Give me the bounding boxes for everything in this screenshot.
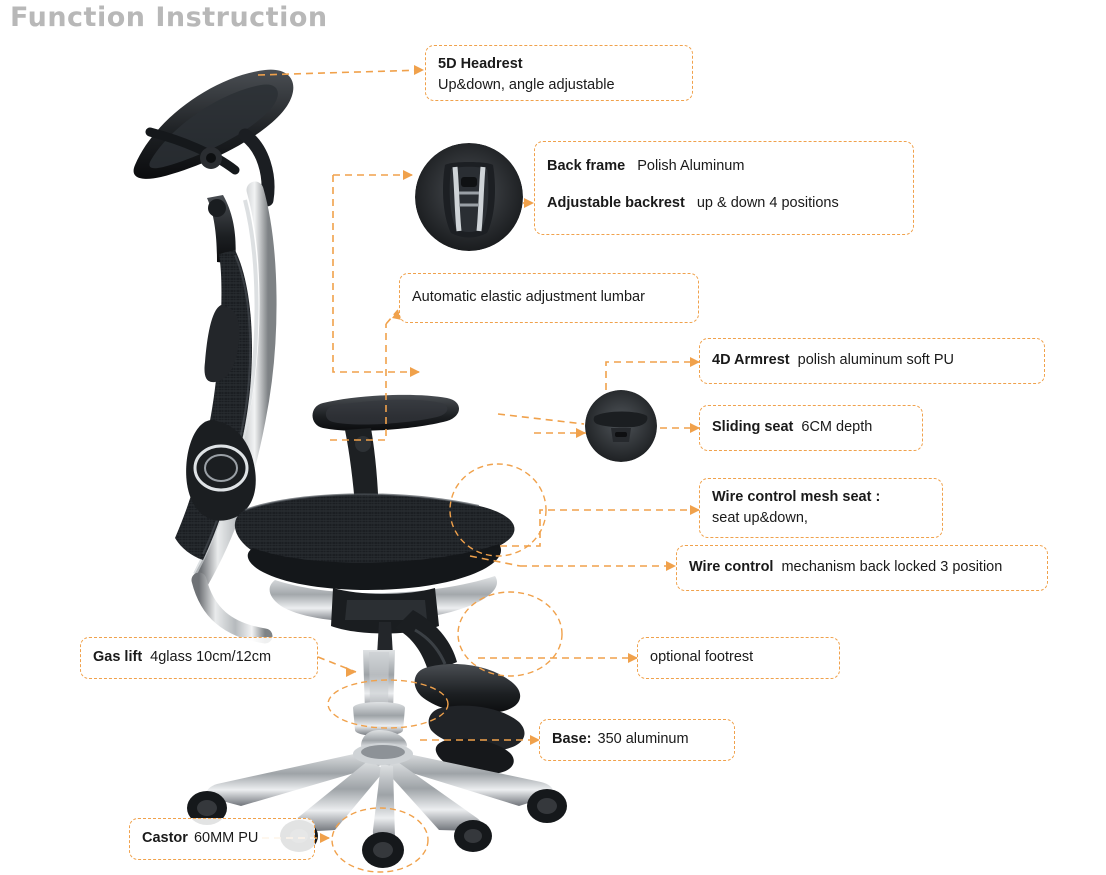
callout-base-value: 350 aluminum: [597, 731, 689, 748]
callout-wire-control-title: Wire control: [689, 559, 774, 576]
page-title: Function Instruction: [10, 2, 328, 33]
back-frame-detail-photo: [415, 143, 523, 251]
callout-sliding-seat: [699, 405, 923, 451]
callout-optional-footrest-text: optional footrest: [650, 649, 754, 666]
callout-wire-mesh-desc: seat up&down,: [712, 510, 808, 527]
callout-sliding-seat-title: Sliding seat: [712, 419, 794, 436]
callout-adjustable-backrest-value: up & down 4 positions: [696, 195, 839, 212]
callout-gas-lift-title: Gas lift: [93, 649, 143, 666]
callout-back-frame-title: Back frame: [547, 158, 626, 174]
callout-gas-lift: [80, 637, 318, 679]
armrest-detail-photo: [585, 390, 657, 462]
callout-castor: [129, 818, 315, 860]
callout-back-frame-value: Polish Aluminum: [637, 158, 745, 174]
callout-adjustable-backrest-title: Adjustable backrest: [547, 195, 685, 212]
callout-5d-headrest-desc: Up&down, angle adjustable: [438, 77, 615, 94]
callout-castor-title: Castor: [142, 830, 188, 847]
callout-4d-armrest-value: polish aluminum soft PU: [797, 352, 954, 369]
callout-wire-mesh-title: Wire control mesh seat :: [712, 489, 881, 505]
callout-wire-control-mechanism: [676, 545, 1048, 591]
callout-4d-armrest: [699, 338, 1045, 384]
callout-wire-control-value: mechanism back locked 3 position: [781, 559, 1003, 576]
callout-wire-control-mesh-seat: [699, 478, 943, 538]
callout-gas-lift-value: 4glass 10cm/12cm: [150, 649, 272, 666]
callout-optional-footrest: [637, 637, 840, 679]
callout-4d-armrest-title: 4D Armrest: [712, 352, 790, 369]
callout-5d-headrest-title: 5D Headrest: [438, 56, 523, 72]
callout-back-frame: [534, 141, 914, 235]
callout-castor-value: 60MM PU: [193, 830, 259, 847]
callout-base: [539, 719, 735, 761]
callout-lumbar: [399, 273, 699, 323]
callout-base-title: Base:: [552, 731, 592, 748]
callout-5d-headrest: [425, 45, 693, 101]
callout-sliding-seat-value: 6CM depth: [801, 419, 873, 436]
callout-lumbar-text: Automatic elastic adjustment lumbar: [412, 289, 645, 306]
